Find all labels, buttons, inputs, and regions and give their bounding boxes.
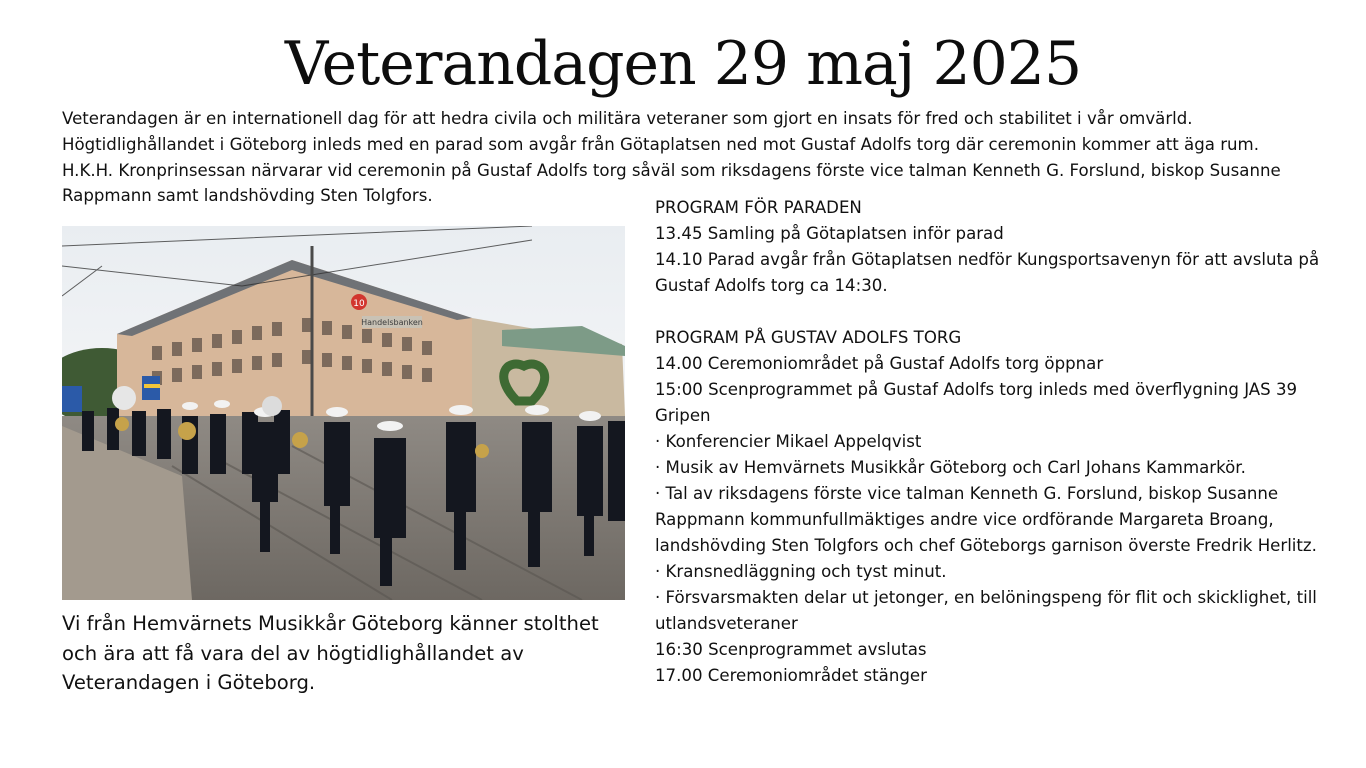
list-item: 14.00 Ceremoniområdet på Gustaf Adolfs torg öppnar — [655, 354, 1104, 373]
list-item: 17.00 Ceremoniområdet stänger — [655, 666, 927, 685]
parade-photo — [62, 226, 625, 600]
page-title: Veterandagen 29 maj 2025 — [284, 29, 1082, 99]
intro-paragraph: Veterandagen är en internationell dag för att hedra civila och militära veteraner som gjort en insats för fred och stabilitet i vår omvärld. Högtidlighållandet i Göteborg inleds med en parad som avgår från Götaplatsen ned mot Gustaf Adolfs torg där ceremonin kommer att äga rum. H.K.H. Kronprinsessan närvarar vid ceremonin på Gustaf Adolfs torg såväl som riksdagens förste vice talman Kenneth G. Forslund, biskop Susanne Rappmann samt landshövding Sten Tolgfors. — [62, 109, 1281, 206]
list-item: · Kransnedläggning och tyst minut. — [655, 562, 947, 581]
section-spacer — [655, 299, 1345, 325]
list-item: 15:00 Scenprogrammet på Gustaf Adolfs torg inleds med överflygning JAS 39 Gripen — [655, 380, 1298, 425]
building-sign: Handelsbanken — [361, 318, 423, 327]
list-item: · Musik av Hemvärnets Musikkår Göteborg och Carl Johans Kammarkör. — [655, 458, 1246, 477]
tram-stop-sign: 10 — [353, 299, 365, 309]
program-section — [655, 195, 1345, 689]
photo-caption: Vi från Hemvärnets Musikkår Göteborg känner stolthet och ära att få vara del av högtidlighållandet av Veterandagen i Göteborg. — [62, 612, 599, 694]
parade-heading: PROGRAM FÖR PARADEN — [655, 198, 862, 217]
list-item: · Försvarsmakten delar ut jetonger, en belöningspeng för flit och skicklighet, till utlandsveteraner — [655, 588, 1317, 633]
list-item: 14.10 Parad avgår från Götaplatsen nedför Kungsportsavenyn för att avsluta på Gustaf Adolfs torg ca 14:30. — [655, 250, 1320, 295]
ceremony-heading: PROGRAM PÅ GUSTAV ADOLFS TORG — [655, 328, 962, 347]
list-item: 13.45 Samling på Götaplatsen inför parad — [655, 224, 1004, 243]
list-item: · Tal av riksdagens förste vice talman Kenneth G. Forslund, biskop Susanne Rappmann kommunfullmäktiges andre vice ordförande Margareta Broang, landshövding Sten Tolgfors och chef Göteborgs garnison överste Fredrik Herlitz. — [655, 484, 1317, 555]
list-item: 16:30 Scenprogrammet avslutas — [655, 640, 927, 659]
list-item: · Konferencier Mikael Appelqvist — [655, 432, 922, 451]
